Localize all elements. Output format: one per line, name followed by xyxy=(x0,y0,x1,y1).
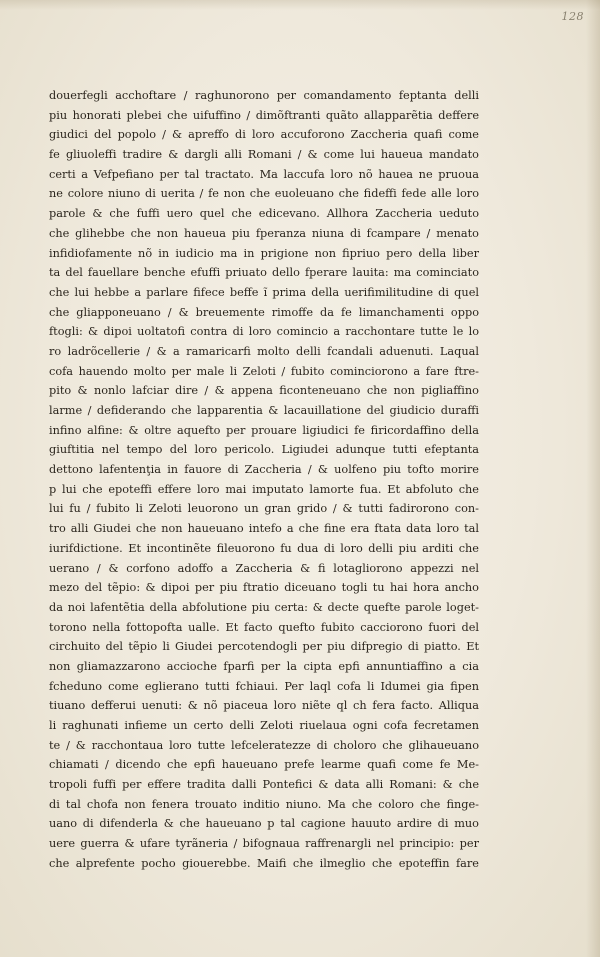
text-line: che gliapponeuano / & breuemente rimoffe da fe limanchamenti oppo xyxy=(49,305,479,319)
text-line: fe gliuoleffi tradire & dargli alli Romani / & come lui haueua mandato xyxy=(49,148,479,162)
folio-number: 128 xyxy=(561,10,584,23)
text-line: di tal chofa non fenera trouato inditio niuno. Ma che coloro che finge- xyxy=(49,797,479,811)
text-line: che alprefente pocho giouerebbe. Maifi che ilmeglio che epoteffin fare xyxy=(49,856,479,870)
text-line: torono nella fottopofta ualle. Et facto quefto fubito cacciorono fuori del xyxy=(49,620,479,634)
text-line: p lui che epoteffi effere loro mai imputato lamorte fua. Et abfoluto che xyxy=(49,482,479,496)
text-line: lui fu / fubito li Zeloti leuorono un gran grido / & tutti fadirorono con- xyxy=(49,502,479,516)
text-line: chiamati / dicendo che epfi haueuano prefe learme quafi come fe Me- xyxy=(49,758,479,772)
main-text-block xyxy=(49,86,479,874)
text-line: te / & racchontaua loro tutte lefceleratezze di choloro che glihaueuano xyxy=(49,738,479,752)
text-line: pito & nonlo lafciar dire / & appena ficonteneuano che non pigliaffino xyxy=(49,384,479,398)
text-line: iurifdictione. Et incontinẽte fileuorono fu dua di loro delli piu arditi che xyxy=(49,541,479,555)
text-line: uano di difenderla & che haueuano p tal cagione hauuto ardire di muo xyxy=(49,817,479,831)
text-line: cofa hauendo molto per male li Zeloti / fubito cominciorono a fare ftre- xyxy=(49,364,479,378)
page-right-shading xyxy=(586,0,600,957)
text-line: li raghunati infieme un certo delli Zeloti riuelaua ogni cofa fecretamen xyxy=(49,719,479,732)
text-line: ta del fauellare benche efuffi priuato dello fperare lauita: ma cominciato xyxy=(49,266,479,280)
text-line: che glihebbe che non haueua piu fperanza niuna di fcampare / menato xyxy=(49,226,479,240)
text-line: uerano / & corfono adoffo a Zaccheria & fi lotagliorono appezzi nel xyxy=(49,561,479,575)
text-line: da noi lafentẽtia della abfolutione piu certa: & decte quefte parole loget- xyxy=(49,600,479,614)
text-line: mezo del tẽpio: & dipoi per piu ftratio diceuano togli tu hai hora ancho xyxy=(49,581,479,595)
page-top-shading xyxy=(0,0,600,10)
text-line: ne colore niuno di uerita / fe non che euoleuano che fideffi fede alle loro xyxy=(49,187,479,201)
text-line: piu honorati plebei che uifuffino / dimõftranti quãto allapparẽtia deffere xyxy=(49,108,479,122)
text-line: giudici del popolo / & apreffo di loro accuforono Zaccheria quafi come xyxy=(49,128,479,142)
text-line: dettono lafentenţia in fauore di Zaccheria / & uolfeno piu tofto morire xyxy=(49,463,479,477)
text-line: giuftitia nel tempo del loro pericolo. Ligiudei adunque tutti efeptanta xyxy=(49,443,479,457)
text-line: parole & che fuffi uero quel che edicevano. Allhora Zaccheria ueduto xyxy=(49,207,479,221)
text-line: infino alfine: & oltre aquefto per prouare ligiudici fe firicordaffino della xyxy=(49,423,479,437)
text-line: ro ladrõcellerie / & a ramaricarfi molto delli fcandali aduenuti. Laqual xyxy=(49,344,479,358)
text-line: non gliamazzarono accioche fparfi per la cipta epfi annuntiaffino a cia xyxy=(49,659,479,673)
text-line: tropoli fuffi per effere tradita dalli Pontefici & data alli Romani: & che xyxy=(49,778,479,792)
text-line: che lui hebbe a parlare fifece beffe ĩ prima della uerifimilitudine di quel xyxy=(49,285,479,299)
text-line: tiuano defferui uenuti: & nõ piaceua loro niẽte ql ch fera facto. Alliqua xyxy=(49,699,479,713)
text-line: larme / defiderando che lapparentia & lacauillatione del giudicio duraffi xyxy=(49,404,479,417)
text-line: certi a Vefpefiano per tal tractato. Ma laccufa loro nõ hauea ne pruoua xyxy=(49,167,479,181)
text-line: circhuito del tẽpio li Giudei percotendogli per piu difpregio di piatto. Et xyxy=(49,640,479,654)
text-line: infidiofamente nõ in iudicio ma in prigione non fipriuo pero della liber xyxy=(49,246,479,260)
text-line: ftogli: & dipoi uoltatofi contra di loro comincio a racchontare tutte le lo xyxy=(49,325,479,339)
text-line: fcheduno come eglierano tutti fchiaui. Per laql cofa li Idumei gia fipen xyxy=(49,679,479,693)
text-line: douerfegli acchoftare / raghunorono per comandamento feptanta delli xyxy=(49,89,479,102)
text-line: uere guerra & ufare tyrãneria / bifognaua raffrenargli nel principio: per xyxy=(49,837,479,851)
text-line: tro alli Giudei che non haueuano intefo a che fine era ftata data loro tal xyxy=(49,522,479,536)
